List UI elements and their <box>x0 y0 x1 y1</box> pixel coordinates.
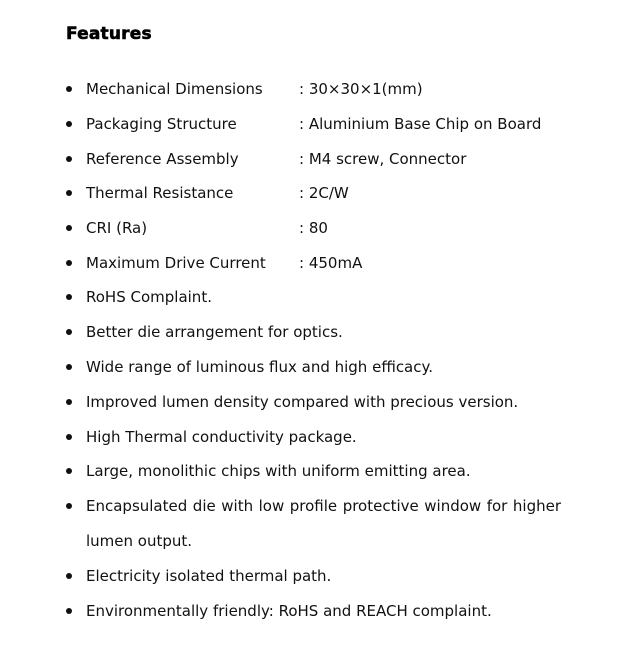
bullet-icon <box>66 190 72 196</box>
bullet-icon <box>66 86 72 92</box>
spec-value: : 2C/W <box>299 184 349 202</box>
feature-text: Better die arrangement for optics. <box>86 323 343 341</box>
feature-text-line: lumen output. <box>86 532 193 550</box>
spec-value: : 80 <box>299 219 328 237</box>
spec-label: Thermal Resistance <box>86 184 234 202</box>
bullet-icon <box>66 156 72 162</box>
feature-text: Improved lumen density compared with precious version. <box>86 393 519 411</box>
spec-value: : M4 screw, Connector <box>299 150 467 168</box>
spec-value: : 30×30×1(mm) <box>299 80 423 98</box>
feature-text-line: Encapsulated die with low profile protective window for higher <box>86 497 561 515</box>
bullet-icon <box>66 294 72 300</box>
bullet-icon <box>66 503 72 509</box>
feature-item <box>0 496 644 552</box>
bullet-icon <box>66 121 72 127</box>
feature-text: Environmentally friendly: RoHS and REACH complaint. <box>86 602 492 620</box>
spec-label: CRI (Ra) <box>86 219 148 237</box>
feature-text: Large, monolithic chips with uniform emitting area. <box>86 462 471 480</box>
bullet-icon <box>66 364 72 370</box>
spec-label: Mechanical Dimensions <box>86 80 263 98</box>
spec-label: Reference Assembly <box>86 150 239 168</box>
feature-text: Electricity isolated thermal path. <box>86 567 332 585</box>
bullet-icon <box>66 434 72 440</box>
bullet-icon <box>66 399 72 405</box>
bullet-icon <box>66 608 72 614</box>
bullet-icon <box>66 260 72 266</box>
feature-text: High Thermal conductivity package. <box>86 428 357 446</box>
section-heading: Features <box>66 24 152 44</box>
bullet-icon <box>66 573 72 579</box>
spec-value: : Aluminium Base Chip on Board <box>299 115 542 133</box>
spec-value: : 450mA <box>299 254 363 272</box>
spec-label: Packaging Structure <box>86 115 237 133</box>
bullet-icon <box>66 329 72 335</box>
feature-text: Wide range of luminous flux and high efficacy. <box>86 358 434 376</box>
feature-text: RoHS Complaint. <box>86 288 212 306</box>
bullet-icon <box>66 468 72 474</box>
bullet-icon <box>66 225 72 231</box>
spec-label: Maximum Drive Current <box>86 254 266 272</box>
